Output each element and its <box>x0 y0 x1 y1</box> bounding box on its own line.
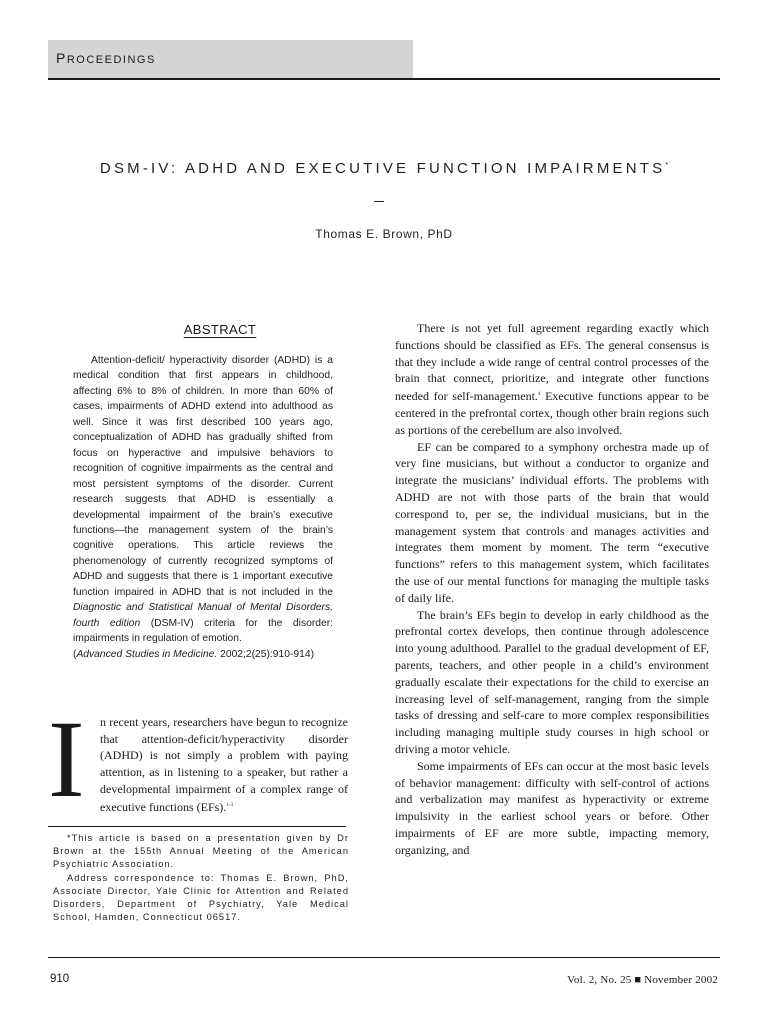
abstract-body <box>73 353 333 662</box>
drop-cap: I <box>48 698 85 820</box>
footnote-presentation: *This article is based on a presentation given by Dr Brown at the 155th Annual Meeting of the American Psychiatric Association. <box>53 833 349 870</box>
abstract-text: Attention-deficit/ hyperactivity disorder (ADHD) is a medical condition that first appears in childhood, affecting 6% to 8% of children. In more than 60% of cases, impairments of ADHD extend into adulthood as well. Since it was first described 100 years ago, conceptualization of ADHD has gradually shifted from focus on hyperactive and impulsive behaviors to recognition of cognitive impairments as the central and most persistent symptoms of the disorder. Current research suggests that ADHD is essentially a developmental impairment of the brain’s executive functions—the management system of the brain’s cognitive operations. This article reviews the phenomenology of currently recognized symptoms of ADHD and suggests that there is 1 important executive function impaired in ADHD that is not included in the Diagnostic and Statistical Manual of Mental Disorders, fourth edition (DSM-IV) criteria for the disorder: impairments in regulation of emotion. <box>73 355 333 645</box>
footnotes <box>53 832 349 924</box>
footnote-correspondence: Address correspondence to: Thomas E. Brown, PhD, Associate Director, Yale Clinic for Attention and Related Disorders, Department of Psychiatry, Yale Medical School, Hamden, Connecticut 06517. <box>53 872 349 923</box>
paragraph-impairments: Some impairments of EFs can occur at the most basic levels of behavior management: difficulty with self-control of actions and verbalization may manifest as hyperactivity or extreme impulsivity in the earliest school years or before. Other impairments of EF are more subtle, impacting memory, organizing, and <box>395 758 709 857</box>
paragraph-development: The brain’s EFs begin to develop in early childhood as the prefrontal cortex develops, then continue through adolescence into young adulthood. Parallel to the gradual development of EF, parents, teachers, and other people in a child’s environment gradually escalate their expectations for the child to exercise an increasing level of self-management, ranging from the simple tasks of dressing and self-care to more complex responsibilities including managing multiple study courses in high school or driving a motor vehicle. <box>395 607 709 756</box>
intro-paragraph <box>48 698 348 820</box>
paragraph-orchestra: EF can be compared to a symphony orchestra made up of very fine musicians, but without a conductor to organize and integrate the musicians’ individual efforts. The problems with ADHD are not with those parts of the brain that would correspond to, per se, the individual musicians, but in the management system that controls and manages activities and integrates them moment by moment. The term “executive functions” refers to this management system, which facilitates the use of our mental functions for managing the multiple tasks of daily life. <box>395 439 709 605</box>
right-column <box>395 320 709 859</box>
title-dash <box>374 201 384 202</box>
title-footnote-mark: * <box>665 162 669 169</box>
page-number: 910 <box>50 973 70 985</box>
header-rule <box>48 78 720 80</box>
abstract-citation: (Advanced Studies in Medicine. 2002;2(25):910-914) <box>73 648 314 660</box>
intro-text: n recent years, researchers have begun to recognize that attention-deficit/hyperactivity disorder (ADHD) is not simply a problem with paying attention, as in listening to a speaker, but rather a developmental impairment of a complex range of executive functions (EFs).$^{1-3}$ <box>100 715 348 814</box>
abstract-heading: ABSTRACT <box>183 322 257 337</box>
article-title-text: DSM-IV: ADHD AND EXECUTIVE FUNCTION IMPAIRMENTS <box>99 160 666 177</box>
issue-info: Vol. 2, No. 25 ■ November 2002 <box>567 974 718 986</box>
section-header: proceedings <box>56 46 156 68</box>
paragraph-ef-definition: There is not yet full agreement regarding exactly which functions should be classified as EFs. The general consensus is that they include a wide range of central control processes of the brain that connect, prioritize, and integrate other functions needed for self-management.$^4$ Executive functions appear to be centered in the prefrontal cortex, though other brain regions such as portions of the cerebellum are also involved. <box>395 321 709 437</box>
footer-rule <box>48 957 720 958</box>
author-byline: Thomas E. Brown, PhD <box>315 227 453 241</box>
footnote-rule <box>48 826 346 827</box>
article-title <box>0 160 768 177</box>
